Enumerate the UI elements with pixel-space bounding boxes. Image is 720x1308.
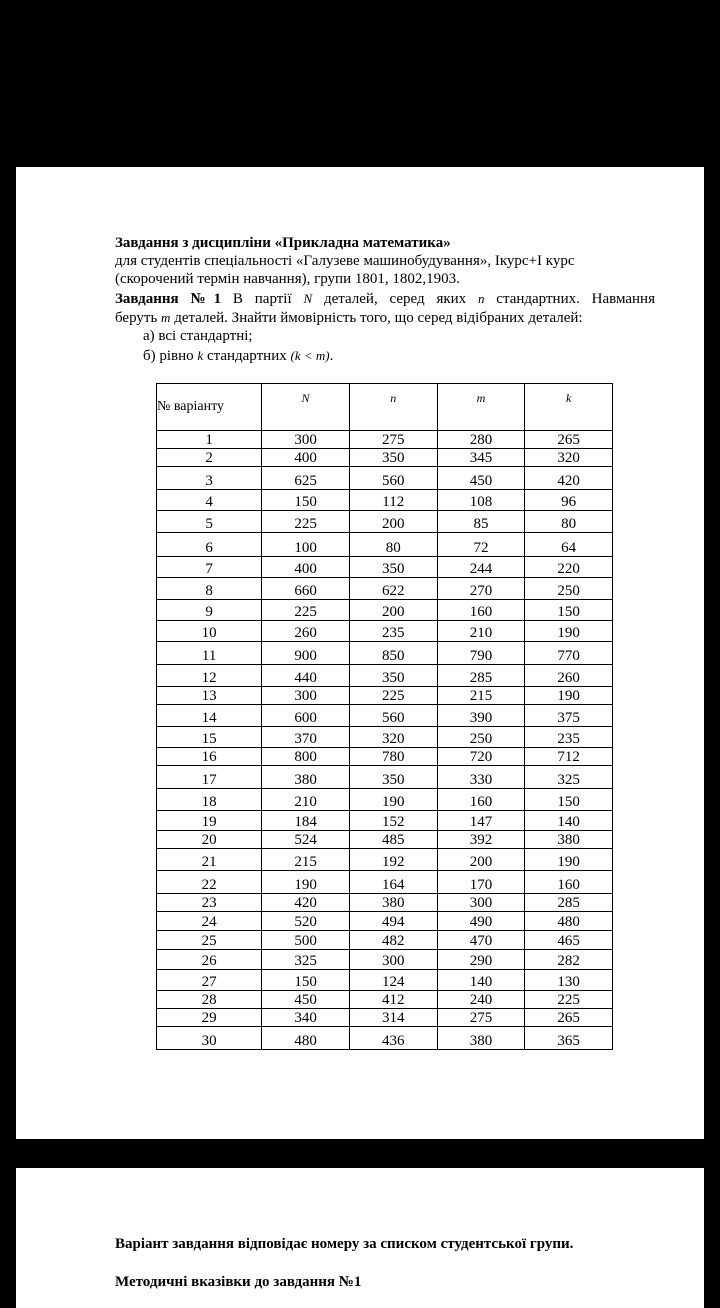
- header-line-2: для студентів спеціальності «Галузеве машинобудування», Ікурс+І курс: [115, 253, 575, 269]
- cell-k: 260: [525, 665, 613, 687]
- cell-N: 900: [262, 642, 350, 665]
- cell-N: 225: [262, 511, 350, 533]
- cell-variant: 25: [157, 931, 262, 950]
- table-row: [157, 789, 613, 811]
- cell-n: 350: [349, 766, 437, 789]
- var-N: N: [303, 291, 313, 306]
- cell-k: 220: [525, 557, 613, 578]
- cell-variant: 8: [157, 578, 262, 600]
- cell-m: 215: [437, 687, 525, 705]
- cell-n: 225: [349, 687, 437, 705]
- cell-k: 150: [525, 789, 613, 811]
- cell-N: 225: [262, 600, 350, 621]
- cell-N: 150: [262, 490, 350, 511]
- cell-n: 560: [349, 467, 437, 490]
- cell-N: 800: [262, 748, 350, 766]
- cell-n: 275: [349, 431, 437, 449]
- cell-N: 450: [262, 991, 350, 1009]
- cell-n: 380: [349, 894, 437, 912]
- cell-k: 160: [525, 871, 613, 894]
- cell-k: 140: [525, 811, 613, 831]
- cell-m: 280: [437, 431, 525, 449]
- variants-table: [156, 383, 613, 1050]
- table-row: [157, 931, 613, 950]
- cell-k: 480: [525, 912, 613, 931]
- task-line-2: [115, 309, 583, 327]
- task-text-1b: деталей, серед яких: [312, 291, 478, 307]
- cell-N: 524: [262, 831, 350, 849]
- task-text-1c: стандартних. Навмання: [484, 291, 655, 307]
- task-label: Завдання №1: [115, 291, 222, 307]
- table-row: [157, 557, 613, 578]
- cell-k: 96: [525, 490, 613, 511]
- cell-m: 470: [437, 931, 525, 950]
- cell-k: 190: [525, 621, 613, 642]
- cell-k: 770: [525, 642, 613, 665]
- table-row: [157, 894, 613, 912]
- cell-n: 80: [349, 533, 437, 557]
- cell-m: 147: [437, 811, 525, 831]
- cell-n: 200: [349, 600, 437, 621]
- table-row: [157, 467, 613, 490]
- cell-k: 80: [525, 511, 613, 533]
- cell-m: 450: [437, 467, 525, 490]
- cell-m: 270: [437, 578, 525, 600]
- table-row: [157, 1027, 613, 1050]
- task-text-2b: деталей. Знайти ймовірність того, що серед відібраних деталей:: [170, 310, 583, 326]
- cell-m: 790: [437, 642, 525, 665]
- table-row: [157, 871, 613, 894]
- cell-N: 100: [262, 533, 350, 557]
- cell-variant: 7: [157, 557, 262, 578]
- cell-N: 625: [262, 467, 350, 490]
- cell-m: 390: [437, 705, 525, 727]
- cell-m: 200: [437, 849, 525, 871]
- header-m: m: [437, 384, 525, 431]
- title-prefix: Завдання з дисципліни: [115, 235, 275, 251]
- cell-N: 215: [262, 849, 350, 871]
- cell-n: 436: [349, 1027, 437, 1050]
- item-a: а) всі стандартні;: [143, 328, 253, 344]
- table-row: [157, 970, 613, 991]
- cell-N: 260: [262, 621, 350, 642]
- table-header-row: [157, 384, 613, 431]
- cell-variant: 21: [157, 849, 262, 871]
- table-row: [157, 811, 613, 831]
- cell-k: 325: [525, 766, 613, 789]
- cell-N: 520: [262, 912, 350, 931]
- cell-k: 150: [525, 600, 613, 621]
- cell-n: 235: [349, 621, 437, 642]
- cell-N: 380: [262, 766, 350, 789]
- cell-k: 190: [525, 849, 613, 871]
- cell-m: 330: [437, 766, 525, 789]
- table-row: [157, 849, 613, 871]
- table-row: [157, 748, 613, 766]
- cell-m: 140: [437, 970, 525, 991]
- header-n: n: [349, 384, 437, 431]
- cell-n: 350: [349, 557, 437, 578]
- cell-n: 314: [349, 1009, 437, 1027]
- table-row: [157, 490, 613, 511]
- var-k: k: [197, 348, 204, 363]
- item-b-condition: (k < m): [290, 348, 330, 363]
- cell-variant: 14: [157, 705, 262, 727]
- item-b-prefix: б) рівно: [143, 348, 198, 364]
- cell-N: 440: [262, 665, 350, 687]
- cell-N: 500: [262, 931, 350, 950]
- document-page-1: [16, 167, 704, 1139]
- cell-m: 290: [437, 950, 525, 970]
- cell-N: 300: [262, 687, 350, 705]
- cell-N: 400: [262, 557, 350, 578]
- table-row: [157, 600, 613, 621]
- cell-n: 560: [349, 705, 437, 727]
- header-variant: № варіанту: [157, 384, 262, 431]
- item-b: [143, 347, 333, 365]
- cell-n: 412: [349, 991, 437, 1009]
- cell-variant: 5: [157, 511, 262, 533]
- cell-k: 380: [525, 831, 613, 849]
- cell-variant: 28: [157, 991, 262, 1009]
- cell-k: 465: [525, 931, 613, 950]
- cell-m: 250: [437, 727, 525, 748]
- table-row: [157, 912, 613, 931]
- cell-N: 400: [262, 449, 350, 467]
- cell-variant: 30: [157, 1027, 262, 1050]
- cell-variant: 16: [157, 748, 262, 766]
- header-N: N: [262, 384, 350, 431]
- cell-variant: 2: [157, 449, 262, 467]
- cell-k: 365: [525, 1027, 613, 1050]
- header-k: k: [525, 384, 613, 431]
- cell-m: 490: [437, 912, 525, 931]
- cell-k: 712: [525, 748, 613, 766]
- cell-N: 150: [262, 970, 350, 991]
- cell-N: 190: [262, 871, 350, 894]
- table-row: [157, 766, 613, 789]
- cell-n: 622: [349, 578, 437, 600]
- table-row: [157, 642, 613, 665]
- cell-n: 850: [349, 642, 437, 665]
- cell-N: 480: [262, 1027, 350, 1050]
- cell-n: 482: [349, 931, 437, 950]
- var-n: n: [477, 291, 485, 306]
- cell-n: 190: [349, 789, 437, 811]
- cell-m: 720: [437, 748, 525, 766]
- cell-k: 130: [525, 970, 613, 991]
- cell-N: 300: [262, 431, 350, 449]
- cell-variant: 23: [157, 894, 262, 912]
- cell-N: 600: [262, 705, 350, 727]
- cell-variant: 10: [157, 621, 262, 642]
- cell-variant: 3: [157, 467, 262, 490]
- table-row: [157, 511, 613, 533]
- cell-n: 350: [349, 449, 437, 467]
- cell-k: 235: [525, 727, 613, 748]
- table-row: [157, 991, 613, 1009]
- cell-variant: 24: [157, 912, 262, 931]
- cell-m: 285: [437, 665, 525, 687]
- table-row: [157, 665, 613, 687]
- table-row: [157, 533, 613, 557]
- table-row: [157, 1009, 613, 1027]
- cell-n: 124: [349, 970, 437, 991]
- cell-m: 244: [437, 557, 525, 578]
- cell-variant: 27: [157, 970, 262, 991]
- cell-variant: 22: [157, 871, 262, 894]
- cell-k: 265: [525, 431, 613, 449]
- cell-m: 160: [437, 789, 525, 811]
- cell-k: 320: [525, 449, 613, 467]
- cell-k: 190: [525, 687, 613, 705]
- page2-line-2: Методичні вказівки до завдання №1: [115, 1274, 362, 1290]
- cell-n: 152: [349, 811, 437, 831]
- table-row: [157, 449, 613, 467]
- table-row: [157, 950, 613, 970]
- cell-variant: 18: [157, 789, 262, 811]
- cell-N: 420: [262, 894, 350, 912]
- cell-variant: 11: [157, 642, 262, 665]
- cell-variant: 17: [157, 766, 262, 789]
- cell-n: 494: [349, 912, 437, 931]
- table-body: [157, 431, 613, 1050]
- cell-variant: 6: [157, 533, 262, 557]
- cell-m: 275: [437, 1009, 525, 1027]
- cell-N: 340: [262, 1009, 350, 1027]
- cell-k: 375: [525, 705, 613, 727]
- item-b-mid: стандартних: [203, 348, 291, 364]
- cell-m: 108: [437, 490, 525, 511]
- page2-line-1: Варіант завдання відповідає номеру за списком студентської групи.: [115, 1236, 574, 1252]
- var-m: m: [161, 310, 171, 325]
- cell-n: 320: [349, 727, 437, 748]
- cell-n: 164: [349, 871, 437, 894]
- cell-variant: 29: [157, 1009, 262, 1027]
- cell-n: 200: [349, 511, 437, 533]
- cell-n: 112: [349, 490, 437, 511]
- task-text-1a: В партії: [221, 291, 304, 307]
- document-page-2: [16, 1168, 704, 1308]
- cell-variant: 20: [157, 831, 262, 849]
- title-line: [115, 235, 451, 252]
- cell-variant: 19: [157, 811, 262, 831]
- table-row: [157, 621, 613, 642]
- cell-k: 64: [525, 533, 613, 557]
- cell-m: 85: [437, 511, 525, 533]
- cell-N: 184: [262, 811, 350, 831]
- cell-N: 370: [262, 727, 350, 748]
- cell-k: 225: [525, 991, 613, 1009]
- table-row: [157, 578, 613, 600]
- table-row: [157, 687, 613, 705]
- item-b-end: .: [329, 348, 334, 364]
- cell-variant: 9: [157, 600, 262, 621]
- cell-k: 265: [525, 1009, 613, 1027]
- cell-m: 72: [437, 533, 525, 557]
- task-text-2a: беруть: [115, 310, 162, 326]
- cell-m: 380: [437, 1027, 525, 1050]
- header-line-3: (скорочений термін навчання), групи 1801, 1802,1903.: [115, 271, 460, 287]
- cell-k: 250: [525, 578, 613, 600]
- cell-variant: 12: [157, 665, 262, 687]
- cell-n: 780: [349, 748, 437, 766]
- cell-m: 240: [437, 991, 525, 1009]
- cell-k: 420: [525, 467, 613, 490]
- cell-variant: 1: [157, 431, 262, 449]
- cell-n: 485: [349, 831, 437, 849]
- cell-m: 210: [437, 621, 525, 642]
- table-row: [157, 431, 613, 449]
- cell-variant: 13: [157, 687, 262, 705]
- cell-k: 282: [525, 950, 613, 970]
- cell-N: 210: [262, 789, 350, 811]
- cell-m: 170: [437, 871, 525, 894]
- cell-n: 350: [349, 665, 437, 687]
- cell-m: 345: [437, 449, 525, 467]
- table-row: [157, 831, 613, 849]
- cell-m: 300: [437, 894, 525, 912]
- task-line-1: [115, 290, 655, 308]
- cell-k: 285: [525, 894, 613, 912]
- cell-n: 300: [349, 950, 437, 970]
- cell-m: 392: [437, 831, 525, 849]
- cell-variant: 4: [157, 490, 262, 511]
- cell-variant: 15: [157, 727, 262, 748]
- cell-variant: 26: [157, 950, 262, 970]
- cell-N: 325: [262, 950, 350, 970]
- cell-m: 160: [437, 600, 525, 621]
- table-row: [157, 705, 613, 727]
- title-bold: «Прикладна математика»: [274, 235, 451, 251]
- cell-N: 660: [262, 578, 350, 600]
- table-row: [157, 727, 613, 748]
- cell-n: 192: [349, 849, 437, 871]
